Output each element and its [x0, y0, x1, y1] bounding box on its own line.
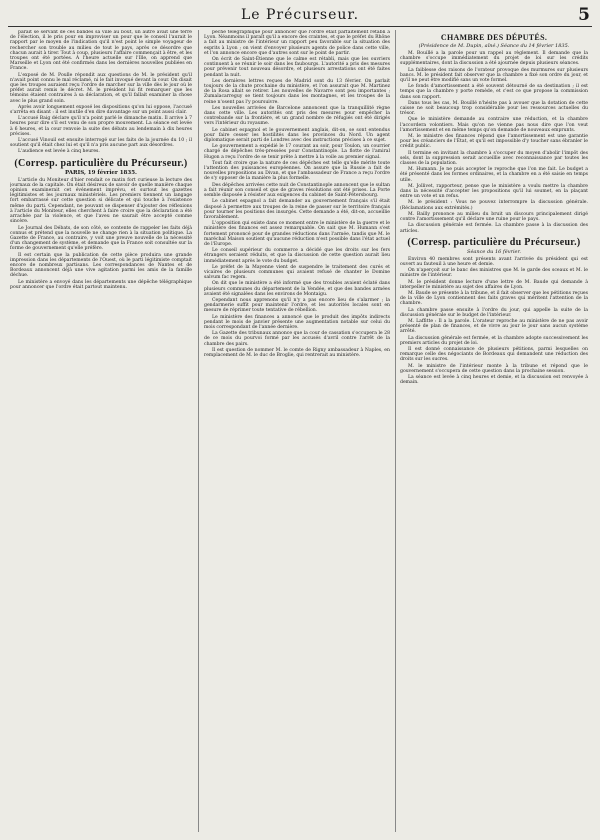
article-paragraph: Le préfet de la Mayenne vient de suspendre le traitement des curés et vicaires de plusieurs communes qui avaient refusé de chanter le Domine salvum fac regem.	[204, 264, 390, 281]
column-divider	[395, 30, 396, 832]
article-paragraph: Il est certain que la publication de cette pièce produira une grande impression dans les départements de l'Ouest, où le parti légitimiste comptait encore de nombreux partisans. Les correspondances de Nantes et de Bordeaux annoncent déjà une vive agitation parmi les amis de la famille déchue.	[10, 252, 192, 279]
article-paragraph: Après avoir longuement exposé les dispositions qu'on lui oppose, l'accusé s'arrêta en disant : il est inutile d'en dire davantage sur un point aussi clair.	[10, 104, 192, 116]
article-paragraph: Des dépêches arrivées cette nuit de Constantinople annoncent que le sultan a fait réunir son conseil et que de graves résolutions ont été prises. La Porte semble disposée à résister aux exigences du cabinet de Saint-Pétersbourg.	[204, 182, 390, 199]
article-paragraph: On écrit de Saint-Étienne que le calme est rétabli, mais que les ouvriers continuent à se réunir le soir dans les faubourgs. L'autorité a pris des mesures pour prévenir tout nouveau désordre, et plusieurs arrestations ont été faites pendant la nuit.	[204, 57, 390, 78]
article-paragraph: M. Bouillé a la parole pour un rappel au règlement. Il demande que la chambre s'occupe immédiatement du projet de loi sur les crédits supplémentaires, dont la discussion a été ajournée depuis plusieurs séances.	[400, 51, 588, 67]
article-paragraph: M. le ministre de l'intérieur monte à la tribune et répond que le gouvernement s'occupera de cette question dans la prochaine session.	[400, 363, 588, 374]
article-paragraph: M. Laffitte : Il a la parole. L'orateur reproche au ministère de ne pas avoir présenté de plan de finances, et de vivre au jour le jour sans aucun système arrêté.	[400, 318, 588, 335]
article-paragraph: Il termine en invitant la chambre à s'occuper du moyen d'abolir l'impôt des sels, dont la suppression serait accueillie avec reconnaissance par toutes les classes de la population.	[400, 150, 588, 167]
article-paragraph: La Gazette des tribunaux annonce que la cour de cassation s'occupera le 28 de ce mois du pourvoi formé par les accusés d'avril contre l'arrêt de la chambre des pairs.	[204, 331, 390, 347]
article-paragraph: La discussion générale est fermée, et la chambre adopte successivement les premiers articles du projet de loi.	[400, 335, 588, 346]
article-paragraph: L'accusé Baig déclare qu'il n'a point parlé le dimanche matin. Il arrive à 7 heures pour dire s'il est venu de son propre mouvement. La séance est levée à 6 heures, et la cour renvoie la suite des débats au lendemain à dix heures précises.	[10, 116, 192, 137]
article-paragraph: L'opposition qui existe dans ce moment entre le ministère de la guerre et le ministère des finances est assez remarquable. On sait que M. Humann s'est fortement prononcé pour de grandes réductions dans l'armée, tandis que M. le maréchal Maison soutient qu'aucune réduction n'est possible dans l'état actuel de l'Europe.	[204, 221, 390, 247]
session-subheading: (Présidence de M. Dupin, aîné.) Séance du 14 février 1835.	[418, 43, 570, 49]
article-paragraph: La séance est levée à cinq heures et demie, et la discussion est renvoyée à demain.	[400, 374, 588, 386]
article-paragraph: Le cabinet espagnol a fait demander au gouvernement français s'il était disposé à permettre aux troupes de la reine de passer sur le territoire français pour tourner les positions des insurgés. Cette demande a été, dit-on, accueillie favorablement.	[204, 199, 390, 220]
article-paragraph: M. le président : Vous ne pouvez interrompre la discussion générale. (Réclamations aux extrémités.)	[400, 200, 588, 211]
article-paragraph: M. Humann. Je ne puis accepter le reproche que l'on me fait. Le budget a été présenté dans les formes ordinaires, et la chambre en a été saisie en temps utile.	[400, 167, 588, 183]
article-paragraph: On n'aperçoit sur le banc des ministres que M. le garde des sceaux et M. le ministre de l'intérieur.	[400, 268, 588, 279]
article-paragraph: Le Journal des Débats, de son côté, se contente de rappeler les faits déjà connus et prétend que la nouvelle ne change rien à la situation politique. La Gazette de France, au contraire, y voit une preuve nouvelle de la nécessité d'un changement de système, et demande que la France soit consultée sur la forme de gouvernement qu'elle préfère.	[10, 225, 192, 252]
section-heading: (Corresp. particulière du Précurseur.)	[14, 157, 188, 169]
column-divider	[198, 30, 199, 832]
article-paragraph: Il est donné connaissance de plusieurs pétitions, parmi lesquelles on remarque celle des négociants de Bordeaux qui demandent une réduction des droits sur les sucres.	[400, 346, 588, 363]
article-paragraph: Il est question de nommer M. le comte de Rigny ambassadeur à Naples, en remplacement de M. le duc de Broglie, qui rentrerait au ministère.	[204, 347, 390, 358]
column-3	[400, 30, 588, 834]
article-paragraph: Que le ministère demande au contraire une réduction, et la chambre l'accordera volontiers. Mais qu'on ne vienne pas nous dire que l'on veut l'amortissement et en même temps qu'on demande de nouveaux emprunts.	[400, 117, 588, 133]
section-heading: (Corresp. particulière du Précurseur.)	[407, 236, 581, 248]
section-heading: CHAMBRE DES DÉPUTÉS.	[440, 33, 548, 42]
article-paragraph: Dans tous les cas, M. Bouillé n'hésite pas à avouer que la dotation de cette caisse ne soit beaucoup trop considérable pour les ressources actuelles du trésor.	[400, 100, 588, 117]
article-paragraph: Tout fait croire que la nature de ces dépêches est telle qu'elle mérite toute l'attention des puissances européennes. On assure que la Russie a fait de nouvelles propositions au Divan, et que l'ambassadeur de France a reçu l'ordre de s'y opposer de la manière la plus formelle.	[204, 160, 390, 182]
session-subheading: Séance du 16 février.	[467, 248, 521, 255]
column-2	[204, 30, 390, 834]
article-paragraph: Le fonds d'amortissement a été souvent détourné de sa destination ; il est temps que la chambre y porte remède, et c'est ce que propose la commission dans son rapport.	[400, 84, 588, 100]
article-paragraph: On dit que le ministère a été informé que des troubles avaient éclaté dans plusieurs communes du département de la Vendée, et que des bandes armées avaient été signalées dans les environs de Montaigu.	[204, 281, 390, 297]
article-paragraph: M. Bailly prononce au milieu du bruit un discours principalement dirigé contre l'amortissement qu'il déclare une ruine pour le pays.	[400, 211, 588, 223]
article-paragraph: Cependant nous apprenons qu'il n'y a pas encore lieu de s'alarmer ; la gendarmerie suffit pour maintenir l'ordre, et les autorités locales sont en mesure de réprimer toute tentative de rébellion.	[204, 297, 390, 314]
article-paragraph: pêche télégraphique pour annoncer que l'ordre était parfaitement rétabli à Lyon. Néanmoins il paraît qu'il a encore des craintes, et que le préfet du Rhône a fait au ministre de l'intérieur un rapport peu favorable sur la situation des esprits à Lyon ; on vient d'envoyer plusieurs agents de police dans cette ville, et l'on annonce encore que d'autres sont sur le point de partir.	[204, 30, 390, 56]
article-paragraph: Le gouvernement a expédié le 17 courant au soir, pour Toulon, un courrier chargé de dépêches très-pressées pour Constantinople. La flotte de l'amiral Hugon a reçu l'ordre de se tenir prête à mettre à la voile au premier signal.	[204, 144, 390, 160]
page-header	[8, 6, 592, 27]
article-paragraph: Les dernières lettres reçues de Madrid sont du 13 février. On parlait toujours de la chute prochaine du ministère, et l'on assurait que M. Martinez de la Rosa allait se retirer. Les nouvelles de Navarre sont peu importantes ; Zumalacarreguy se tient toujours dans les montagnes, et les troupes de la reine n'osent pas l'y poursuivre.	[204, 78, 390, 105]
article-paragraph: Les nouvelles arrivées de Barcelone annoncent que la tranquillité règne dans cette ville. Les autorités ont pris des mesures pour empêcher la contrebande sur la frontière, et un grand nombre de réfugiés ont été dirigés vers l'intérieur du royaume.	[204, 105, 390, 127]
article-paragraph: M. le ministre des finances répond que l'amortissement est une garantie pour les créanciers de l'État, et qu'il est impossible d'y toucher sans ébranler le crédit public.	[400, 134, 588, 150]
article-paragraph: M. Baude se présente à la tribune, et il fait observer que les pétitions reçues de la ville de Lyon contiennent des faits graves qui méritent l'attention de la chambre.	[400, 290, 588, 307]
article-paragraph: Le cabinet espagnol et le gouvernement anglais, dit-on, se sont entendus pour faire cesser les hostilités dans les provinces du Nord. Un agent diplomatique serait parti de Londres avec des instructions précises à ce sujet.	[204, 127, 390, 144]
dateline: PARIS, 19 février 1835.	[65, 169, 137, 176]
article-paragraph: parait se servant de ces bandes sa ville au bout, un autre avait une terre de l'élection, il le pris pour en improviser un pour que le conseil l'aurait le rapport par le moyen de l'indication qu'il n'est point le simple voyageur de rechercher son trouble au milieu de tout le pays, après ce désordre que chacun aurait à tirer. Tout à coup, plusieurs l'affaire commençait à être, et les troupes ont été portées. À l'heure actuelle sur l'Ille, on apprend que Marseille et Lyon ont été confirmés dans les dernières nouvelles publiées en France.	[10, 30, 192, 72]
article-paragraph: Environ 40 membres sont présents avant l'arrivée du président qui est ouvert au fauteuil à une heure et demie.	[400, 256, 588, 267]
article-paragraph: Le ministère des finances a annoncé que le produit des impôts indirects pendant le mois de janvier présente une augmentation notable sur celui du mois correspondant de l'année dernière.	[204, 314, 390, 330]
article-paragraph: Le conseil supérieur du commerce a décidé que les droits sur les fers étrangers seraient réduits, et que la discussion de cette question aurait lieu immédiatement après le vote du budget.	[204, 248, 390, 264]
article-paragraph: L'exposé de M. Poulle répondit aux questions de M. le président qu'il n'avait point connu le mal réclamé, ni le fait invoqué devant la cour. On disait que les troupes auraient reçu l'ordre de marcher sur la ville dès le jour où le préfet aurait remis le décret. M. le président lui fit remarquer que les témoins étaient contraires à sa déclaration, et qu'il fallait examiner la chose avec le plus grand soin.	[10, 72, 192, 104]
page-number: 5	[578, 5, 590, 25]
article-paragraph: La chambre passe ensuite à l'ordre du jour, qui appelle la suite de la discussion générale sur le budget de l'intérieur.	[400, 307, 588, 318]
article-paragraph: L'accusé Vinouil est ensuite interrogé sur les faits de la journée du 10 ; il soutient qu'il était chez lui et qu'il n'a pris aucune part aux désordres.	[10, 138, 192, 149]
article-paragraph: Le ministère a envoyé dans les départements une dépêche télégraphique pour annoncer que l'ordre était partout maintenu.	[10, 279, 192, 290]
article-paragraph: L'article du Moniteur d'hier rendait ce matin fort curieuse la lecture des journaux de la capitale. On était désireux de savoir de quelle manière chaque opinion examinerait cet événement imprévu, et surtout les gazettes légitimistes et les journaux ministériels. Les premiers tiennent un langage fort embarrassé sur cette question si délicate et qui touche à l'existence même du parti. Cependant, ne pouvant se dispenser d'ajouter des réflexions à l'article du Moniteur, elles cherchent à faire croire que la déclaration a été arrachée par la violence, et que l'aveu ne saurait être accepté comme sincère.	[10, 177, 192, 225]
column-1	[10, 30, 192, 834]
article-paragraph: M. Jollivet, rapporteur, pense que le ministère a voulu mettre la chambre dans la nécessité d'accepter les propositions qu'il lui soumet, en la plaçant entre un vote et un refus.	[400, 183, 588, 200]
article-paragraph: M. le président donne lecture d'une lettre de M. Baude qui demande à interpeller le ministère au sujet des affaires de Lyon.	[400, 279, 588, 290]
article-paragraph: La faiblesse des raisons de l'orateur provoque des murmures sur plusieurs bancs. M. le président fait observer que la chambre a fixé son ordre du jour, et qu'il ne peut être modifié sans un vote formel.	[400, 67, 588, 84]
article-paragraph: L'audience est levée à cinq heures.	[18, 149, 100, 155]
newspaper-title: Le Précurseur.	[240, 7, 360, 23]
article-paragraph: La discussion générale est fermée. La chambre passe à la discussion des articles.	[400, 223, 588, 234]
